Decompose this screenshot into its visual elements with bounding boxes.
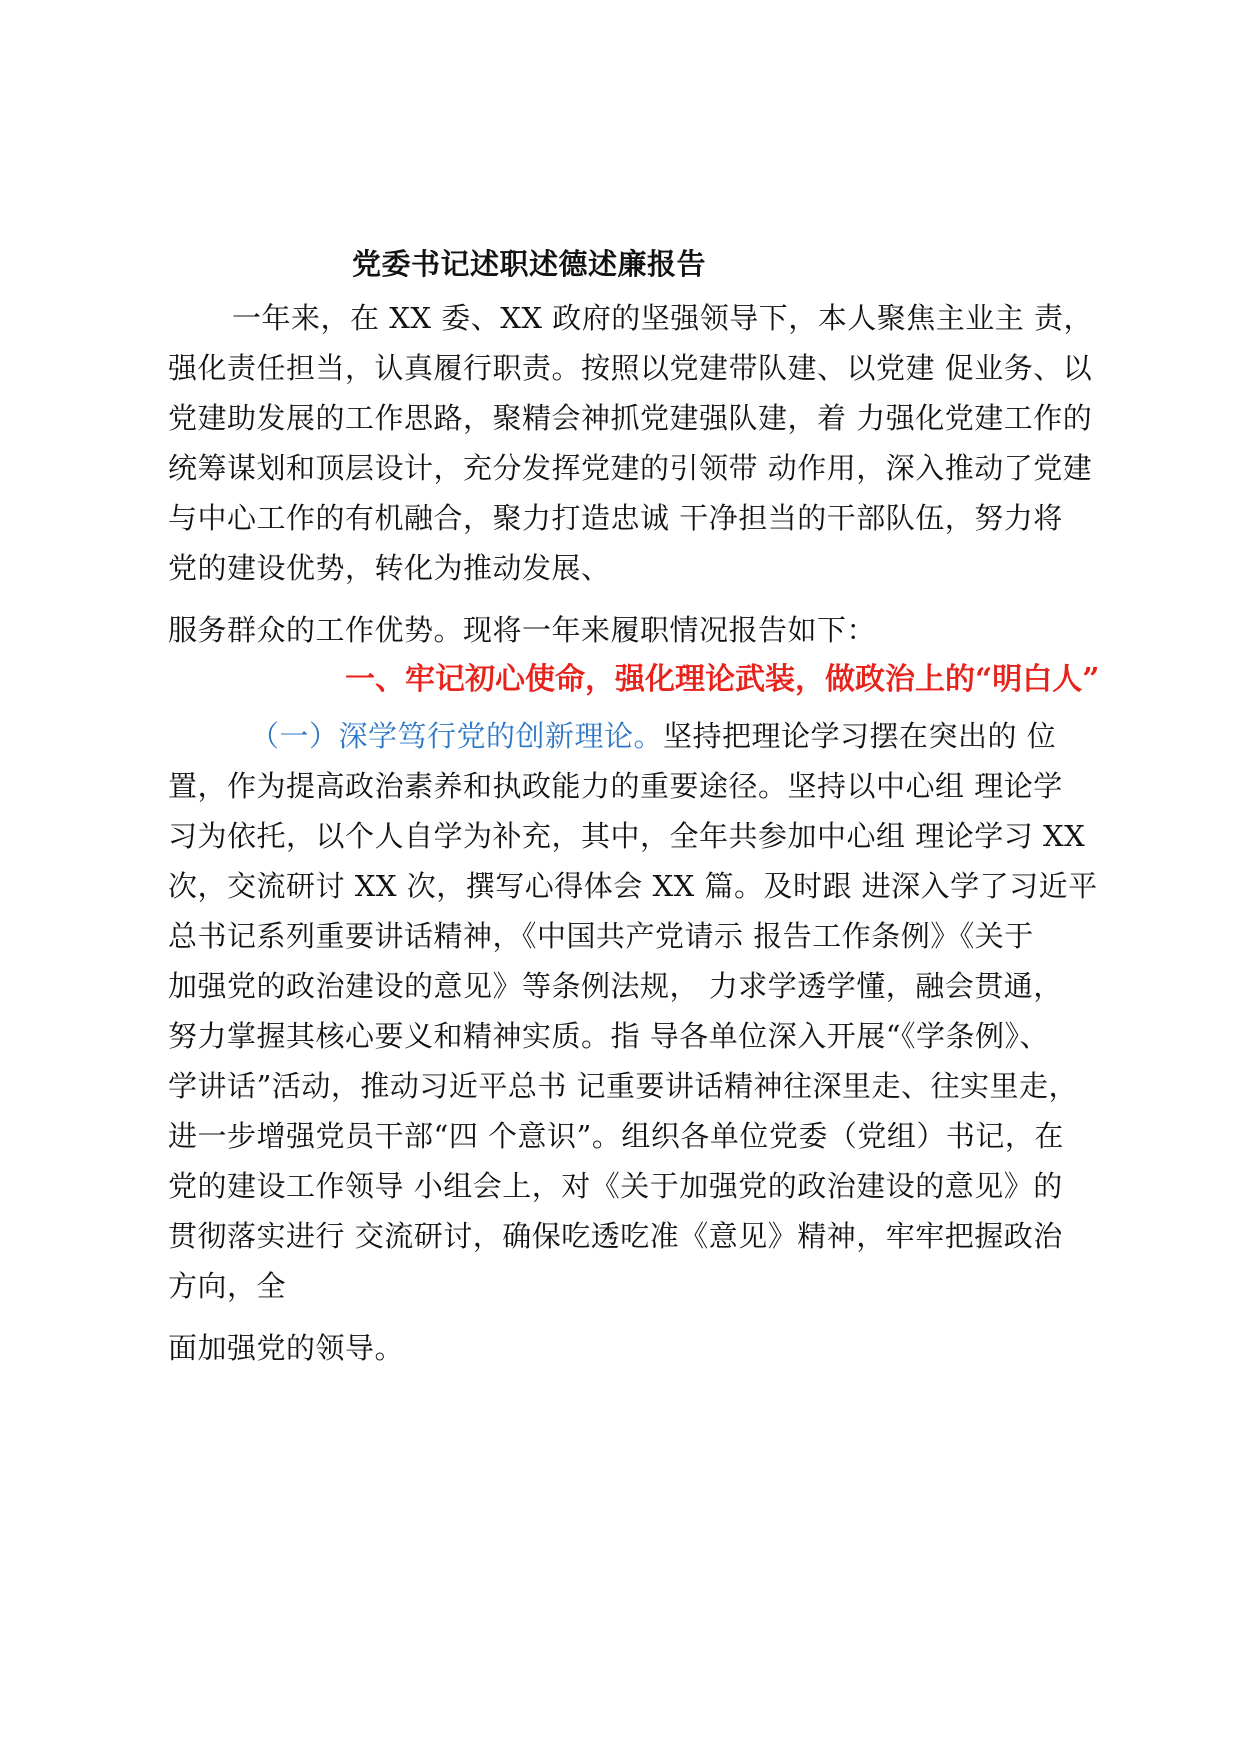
intro-line-2: 强化责任担当，认真履行职责。按照以党建带队建、以党建 促业务、以 bbox=[168, 351, 1093, 385]
subsection-first-line-rest: 坚持把理论学习摆在突出的 位 bbox=[663, 719, 1057, 753]
body-line-10: 贯彻落实进行 交流研讨，确保吃透吃准《意见》精神，牢牢把握政治 bbox=[168, 1219, 1063, 1253]
subsection-first-line bbox=[250, 718, 1056, 754]
intro-line-5: 与中心工作的有机融合，聚力打造忠诚 干净担当的干部队伍，努力将 bbox=[168, 501, 1063, 535]
body-line-11: 方向，全 bbox=[168, 1269, 287, 1303]
intro-line-3: 党建助发展的工作思路，聚精会神抓党建强队建，着 力强化党建工作的 bbox=[168, 401, 1093, 435]
intro-line-1: 一年来，在 XX 委、XX 政府的坚强领导下，本人聚焦主业主 责， bbox=[232, 301, 1093, 335]
body-line-9: 党的建设工作领导 小组会上，对《关于加强党的政治建设的意见》的 bbox=[168, 1169, 1063, 1203]
body-line-8: 进一步增强党员干部“四 个意识”。组织各单位党委（党组）书记，在 bbox=[168, 1119, 1064, 1153]
intro-line-6: 党的建设优势，转化为推动发展、 bbox=[168, 551, 611, 585]
section-heading: 一、牢记初心使命，强化理论武装，做政治上的“明白人” bbox=[345, 662, 1100, 697]
body-line-5: 加强党的政治建设的意见》等条例法规， 力求学透学懂，融会贯通， bbox=[168, 969, 1063, 1003]
body-line-4: 总书记系列重要讲话精神，《中国共产党请示 报告工作条例》《关于 bbox=[168, 919, 1034, 953]
body-line-7: 学讲话”活动，推动习近平总书 记重要讲话精神往深里走、往实里走， bbox=[168, 1069, 1079, 1103]
document-title: 党委书记述职述德述廉报告 bbox=[352, 247, 707, 281]
subsection-title: （一）深学笃行党的创新理论。 bbox=[250, 719, 664, 753]
body-line-6: 努力掌握其核心要义和精神实质。指 导各单位深入开展“《学条例》、 bbox=[168, 1019, 1050, 1053]
body-line-1: 置，作为提高政治素养和执政能力的重要途径。坚持以中心组 理论学 bbox=[168, 769, 1063, 803]
body-line-12: 面加强党的领导。 bbox=[168, 1331, 405, 1365]
body-line-2: 习为依托，以个人自学为补充，其中，全年共参加中心组 理论学习 XX bbox=[168, 819, 1086, 853]
intro-line-7: 服务群众的工作优势。现将一年来履职情况报告如下： bbox=[168, 613, 877, 647]
body-line-3: 次，交流研讨 XX 次，撰写心得体会 XX 篇。及时跟 进深入学了习近平 bbox=[168, 869, 1098, 903]
intro-line-4: 统筹谋划和顶层设计，充分发挥党建的引领带 动作用，深入推动了党建 bbox=[168, 451, 1093, 485]
